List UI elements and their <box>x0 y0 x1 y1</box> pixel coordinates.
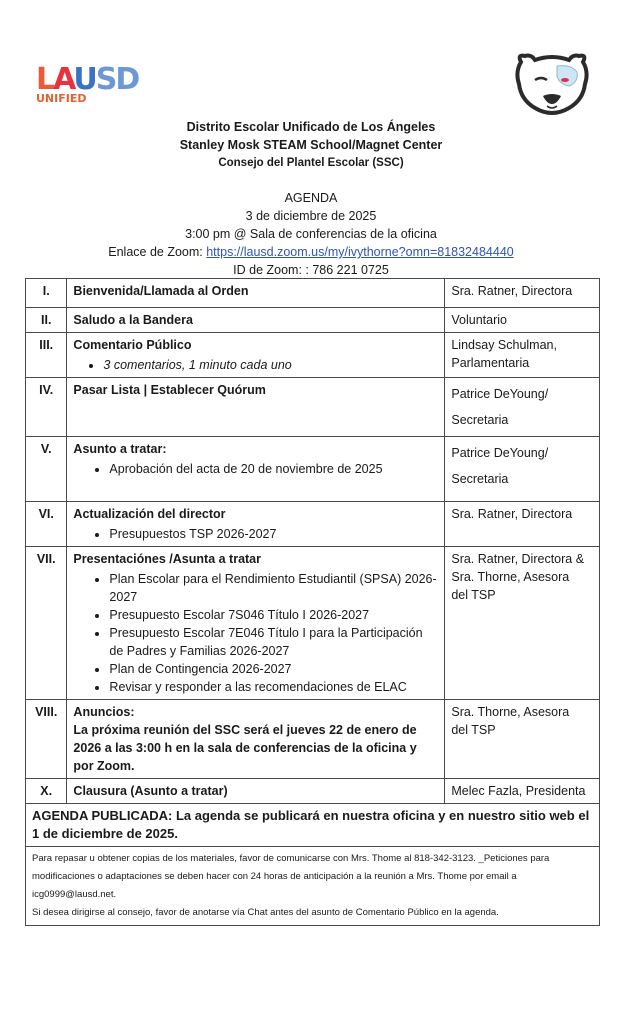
footer-notes <box>26 847 600 926</box>
item-cell <box>67 700 445 779</box>
item-number: V. <box>26 437 67 502</box>
bear-head-icon <box>513 52 591 116</box>
zoom-link-label: Enlace de Zoom: <box>108 245 207 259</box>
item-bullet: • Presupuesto Escolar 7S046 Título I 2026-2027 <box>109 606 438 624</box>
item-cell <box>67 547 445 700</box>
agenda-row <box>26 279 600 308</box>
responsible: Parlamentaria <box>451 356 530 370</box>
responsible-cell <box>445 437 600 502</box>
item-title: Asunto a tratar: <box>73 442 167 456</box>
notes-row <box>26 847 600 926</box>
public-comment-note: Si desea dirigirse al consejo, favor de anotarse vía Chat antes del asunto de Comentario Público en la agenda. <box>32 907 499 918</box>
meeting-info <box>0 189 622 279</box>
responsible: Voluntario <box>451 313 507 327</box>
responsible: Sra. Ratner, Directora <box>451 284 573 298</box>
announcement-text: La próxima reunión del SSC será el jueves 22 de enero de 2026 a las 3:00 h en la sala de conferencias de la oficina y por Zoom. <box>73 723 417 773</box>
zoom-link-line <box>0 243 622 261</box>
item-cell <box>67 378 445 437</box>
agenda-title: AGENDA <box>284 191 338 205</box>
responsible-cell <box>445 547 600 700</box>
responsible: Sra. Ratner, Directora <box>451 507 573 521</box>
council-name: Consejo del Plantel Escolar (SSC) <box>218 157 404 169</box>
responsible: Secretaria <box>451 413 509 427</box>
responsible-cell <box>445 502 600 547</box>
lausd-logo <box>36 62 166 106</box>
district-name: Distrito Escolar Unificado de Los Ángeles <box>186 120 436 134</box>
item-number: II. <box>26 308 67 333</box>
item-cell <box>67 308 445 333</box>
agenda-row <box>26 502 600 547</box>
responsible-cell <box>445 700 600 779</box>
item-number: I. <box>26 279 67 308</box>
meeting-date: 3 de diciembre de 2025 <box>245 209 377 223</box>
responsible-cell <box>445 333 600 378</box>
item-bullet: • Plan de Contingencia 2026-2027 <box>109 660 438 678</box>
item-title: Saludo a la Bandera <box>73 313 193 327</box>
meeting-time-place: 3:00 pm @ Sala de conferencias de la oficina <box>185 227 437 241</box>
school-name: Stanley Mosk STEAM School/Magnet Center <box>179 138 443 152</box>
item-bullet: • Presupuestos TSP 2026-2027 <box>109 525 438 543</box>
lausd-wordmark: LAUSD <box>36 62 139 97</box>
item-title: Clausura (Asunto a tratar) <box>73 784 228 798</box>
item-bullet: • Presupuesto Escolar 7E046 Título I para la Participación de Padres y Familias 2026-2027 <box>109 624 438 660</box>
zoom-id: ID de Zoom: : 786 221 0725 <box>233 263 389 277</box>
item-bullet: • 3 comentarios, 1 minuto cada uno <box>103 356 438 374</box>
item-number: III. <box>26 333 67 378</box>
responsible: Patrice DeYoung/ <box>451 387 549 401</box>
item-title: Anuncios: <box>73 705 135 719</box>
agenda-row <box>26 378 600 437</box>
item-number: VII. <box>26 547 67 700</box>
item-title: Pasar Lista | Establecer Quórum <box>73 383 266 397</box>
responsible: Sra. Ratner, Directora & <box>451 552 585 566</box>
item-bullet: • Plan Escolar para el Rendimiento Estudiantil (SPSA) 2026-2027 <box>109 570 438 606</box>
item-bullet: • Revisar y responder a las recomendaciones de ELAC <box>109 678 438 696</box>
published-row <box>26 804 600 847</box>
responsible: Patrice DeYoung/ <box>451 446 549 460</box>
responsible: Sra. Thorne, Asesora <box>451 570 570 584</box>
item-cell <box>67 333 445 378</box>
agenda-row <box>26 333 600 378</box>
responsible: Secretaria <box>451 472 509 486</box>
agenda-row <box>26 437 600 502</box>
item-title: Actualización del director <box>73 507 226 521</box>
zoom-link[interactable]: https://lausd.zoom.us/my/ivythorne?omn=81832484440 <box>206 245 514 259</box>
item-title: Presentaciónes /Asunta a tratar <box>73 552 261 566</box>
responsible-cell <box>445 308 600 333</box>
item-cell <box>67 279 445 308</box>
responsible-cell <box>445 279 600 308</box>
responsible-cell <box>445 378 600 437</box>
item-number: X. <box>26 779 67 804</box>
item-cell <box>67 437 445 502</box>
agenda-row <box>26 308 600 333</box>
item-number: VI. <box>26 502 67 547</box>
item-number: IV. <box>26 378 67 437</box>
item-cell <box>67 779 445 804</box>
responsible: del TSP <box>451 588 496 602</box>
item-bullet: • Aprobación del acta de 20 de noviembre de 2025 <box>109 460 438 478</box>
agenda-published-notice: AGENDA PUBLICADA: La agenda se publicará en nuestra oficina y en nuestro sitio web el 1 de diciembre de 2025. <box>26 804 600 847</box>
responsible: Sra. Thorne, Asesora <box>451 705 570 719</box>
agenda-table <box>25 278 600 926</box>
document-header <box>0 118 622 172</box>
item-title: Bienvenida/Llamada al Orden <box>73 284 249 298</box>
responsible-cell <box>445 779 600 804</box>
agenda-row <box>26 700 600 779</box>
item-title: Comentario Público <box>73 338 192 352</box>
responsible: del TSP <box>451 723 496 737</box>
materials-note: Para repasar u obtener copias de los materiales, favor de comunicarse con Mrs. Thome al 818-342-3123. _Peticiones para modificaciones o adaptaciones se deben hacer con 24 horas de anticipación a la reunión a Mrs. Thome por email a icg0999@lausd.net. <box>32 853 550 900</box>
agenda-row <box>26 547 600 700</box>
item-cell <box>67 502 445 547</box>
agenda-row <box>26 779 600 804</box>
lausd-unified-label: UNIFIED <box>36 92 87 105</box>
responsible: Melec Fazla, Presidenta <box>451 784 586 798</box>
responsible: Lindsay Schulman, <box>451 338 557 352</box>
item-number: VIII. <box>26 700 67 779</box>
